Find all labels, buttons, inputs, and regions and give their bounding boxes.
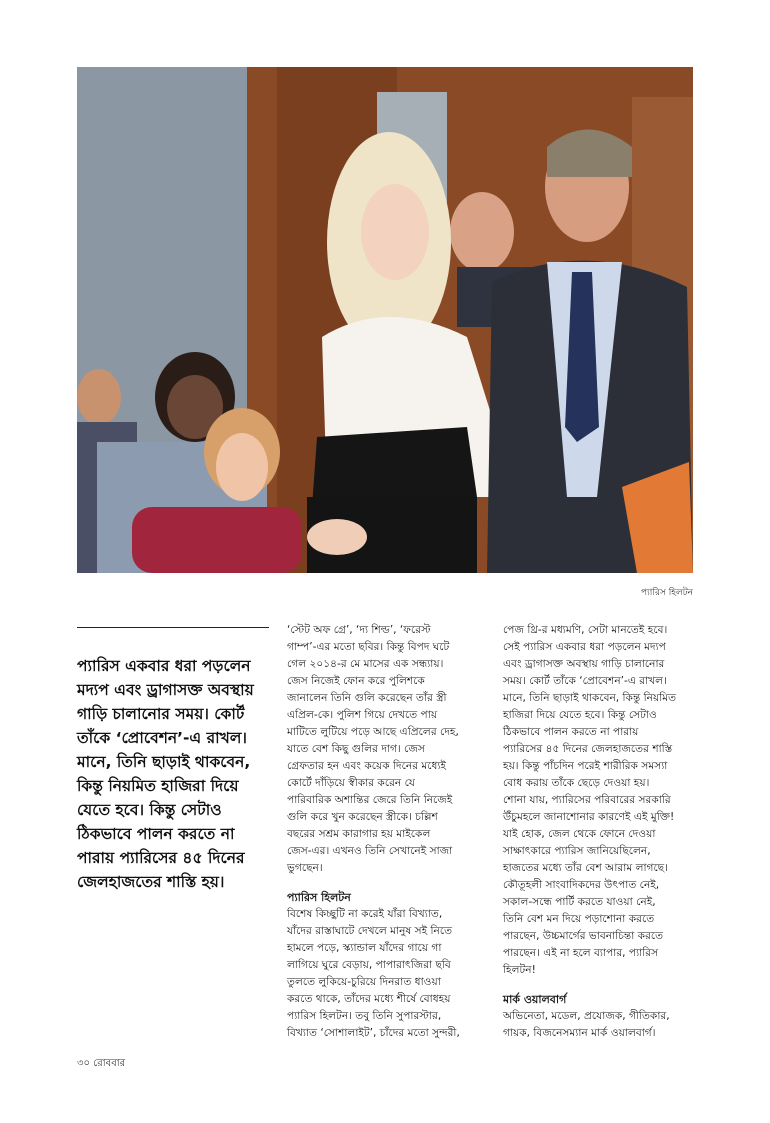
article-column-2 xyxy=(287,622,487,1042)
paragraph: বিশেষ কিচ্ছুটি না করেই যাঁরা বিখ্যাত, যাঁদের রাস্তাঘাটে দেখলে মানুষ সই নিতে হামলে পড়ে, স্ক্যান্ডাল যাঁদের গায়ে গা লাগিয়ে ঘুরে বেড়ায়, পাপারাৎজিরা ছবি তুলতে লুকিয়ে-চুরিয়ে দিনরাত ধাওয়া করতে থাকে, তাঁদের মধ্যে শীর্ষে বোধহয় প্যারিস হিলটন। তবু তিনি সুপারস্টার, বিখ্যাত ‘সোশালাইট’, চাঁদের মতো সুন্দরী, xyxy=(287,908,460,1039)
black-belt xyxy=(312,427,477,507)
photo-caption: প্যারিস হিলটন xyxy=(641,588,693,598)
article-column-3 xyxy=(503,622,703,1042)
section-heading: মার্ক ওয়ালবার্গ xyxy=(503,993,567,1006)
pullquote-rule xyxy=(77,627,269,628)
section-heading: প্যারিস হিলটন xyxy=(287,891,351,904)
paragraph: পেজ থ্রি-র মধ্যমণি, সেটা মানতেই হবে। সেই প্যারিস একবার ধরা পড়লেন মদ্যপ এবং ড্রাগাসক্ত অবস্থায় গাড়ি চালানোর সময়। কোর্ট তাঁকে ‘প্রোবেশন’-এ রাখল। মানে, তিনি ছাড়াই থাকবেন, কিন্তু নিয়মিত হাজিরা দিয়ে যেতে হবে। কিন্তু সেটাও ঠিকভাবে পালন করতে না পারায় প্যারিসের ৪৫ দিনের জেলহাজতের শাস্তি হয়। কিন্তু পাঁচদিন পরেই শারীরিক সমস্যা বোধ করায় তাঁকে ছেড়ে দেওয়া হয়। শোনা যায়, প্যারিসের পরিবারের সরকারি উঁচুমহলে জানাশোনার কারণেই এই মুক্তি! যাই হোক, জেল থেকে ফোনে দেওয়া সাক্ষাৎকারে প্যারিস জানিয়েছিলেন, হাজতের মধ্যে তাঁর বেশ আরাম লাগছে। কৌতূহলী সাংবাদিকদের উৎপাত নেই, সকাল-সন্ধে পার্টি করতে যাওয়া নেই, তিনি বেশ মন দিয়ে পড়াশোনা করতে পারছেন, উচ্চমার্গের ভাবনাচিন্তা করতে পারছেন। এই না হলে ব্যাপার, প্যারিস হিলটন! xyxy=(503,624,677,976)
article-photo xyxy=(77,67,693,573)
pullquote: প্যারিস একবার ধরা পড়লেন মদ্যপ এবং ড্রাগাসক্ত অবস্থায় গাড়ি চালানোর সময়। কোর্ট তাঁকে ‘প্রোবেশন’-এ রাখল। মানে, তিনি ছাড়াই থাকবেন, কিন্তু নিয়মিত হাজিরা দিয়ে যেতে হবে। কিন্তু সেটাও ঠিকভাবে পালন করতে না পারায় প্যারিসের ৪৫ দিনের জেলহাজতের শাস্তি হয়। xyxy=(77,657,254,891)
face xyxy=(361,184,429,280)
page-footer: ৩০ রোববার xyxy=(77,1058,126,1069)
paragraph: ‘স্টেট অফ গ্রে’, ‘দ্য শিল্ড’, ‘ফরেস্ট গাম্প’-এর মতো ছবির। কিন্তু বিপদ ঘটে গেল ২০১৪-র মে মাসের এক সন্ধ্যায়। জেস নিজেই ফোন করে পুলিশকে জানালেন তিনি গুলি করেছেন তাঁর স্ত্রী এপ্রিল-কে। পুলিশ গিয়ে দেখতে পায় মাটিতে লুটিয়ে পড়ে আছে এপ্রিলের দেহ, যাতে বেশ কিছু গুলির দাগ। জেস গ্রেফতার হন এবং কয়েক দিনের মধ্যেই কোর্টে দাঁড়িয়ে স্বীকার করেন যে পারিবারিক অশান্তির জেরে তিনি নিজেই গুলি করে খুন করেছেন স্ত্রীকে। চল্লিশ বছরের সশ্রম কারাগার হয় মাইকেল জেস-এর। এখনও তিনি সেখানেই সাজা ভুগছেন। xyxy=(287,624,459,874)
paragraph: অভিনেতা, মডেল, প্রযোজক, গীতিকার, গায়ক, বিজনেসম্যান মার্ক ওয়ালবার্গ। xyxy=(503,1010,670,1039)
courtroom-photo-illustration xyxy=(77,67,693,573)
